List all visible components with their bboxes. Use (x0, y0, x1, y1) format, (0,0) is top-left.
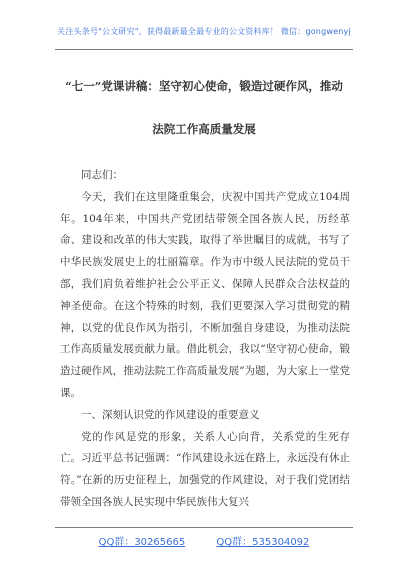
document-body (60, 165, 350, 514)
footer-divider (55, 527, 353, 528)
document-title-line-2: 法院工作高质量发展 (152, 122, 256, 136)
document-title-line-1: “七一”党课讲稿：坚守初心使命，锻造过硬作风，推动 (65, 79, 343, 93)
qq-group-link-2[interactable]: QQ群：535304092 (216, 537, 310, 548)
footer (0, 533, 408, 548)
salutation: 同志们： (81, 169, 123, 181)
header-promo-note: 关注头条号"公文研究"，获得最新最全最专业的公文资料库！ 微信：gongwenyj (57, 27, 351, 36)
section-heading-1: 一、深刻认识党的作风建设的重要意义 (81, 408, 260, 421)
qq-group-link-1[interactable]: QQ群：30265665 (98, 537, 186, 548)
header-divider (55, 49, 353, 50)
paragraph-section-1: 党的作风是党的形象，关系人心向背，关系党的生死存亡。习近平总书记强调：“作风建设永远在路上，永远没有休止符。”在新的历史征程上，加强党的作风建设，对于我们党团结带领全国各族人民实现中华民族伟大复兴 (60, 430, 350, 508)
paragraph-opening: 今天，我们在这里隆重集会，庆祝中国共产党成立104周年。104年来，中国共产党团结带领全国各族人民，历经革命、建设和改革的伟大实践，取得了举世瞩目的成就，书写了中华民族发展史上的壮丽篇章。作为市中级人民法院的党员干部，我们肩负着维护社会公平正义、保障人民群众合法权益的神圣使命。在这个特殊的时刻，我们更要深入学习贯彻党的精神，以党的优良作风为指引，不断加强自身建设，为推动法院工作高质量发展贡献力量。借此机会，我以“坚守初心使命，锻造过硬作风，推动法院工作高质量发展”为题，为大家上一堂党课。 (60, 190, 350, 399)
